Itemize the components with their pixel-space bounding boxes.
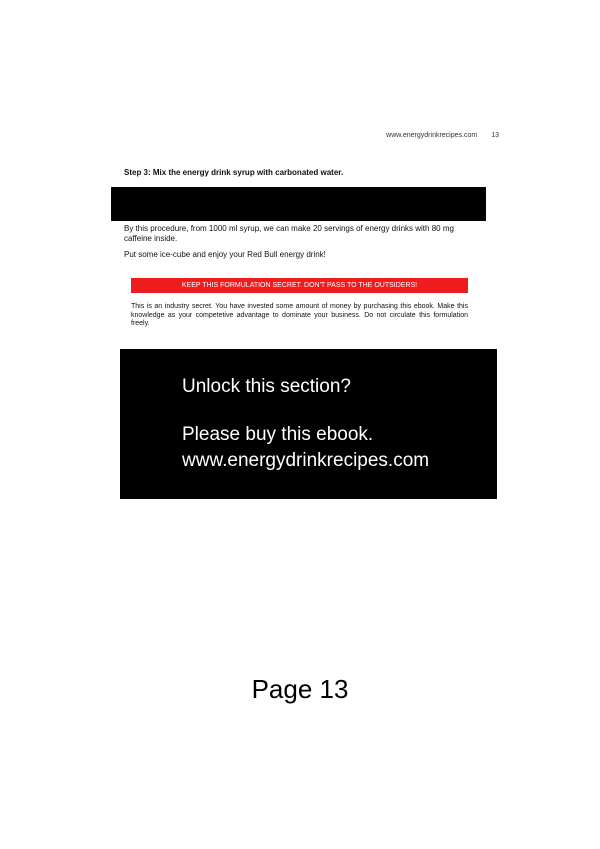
header-page-number: 13 bbox=[491, 132, 499, 139]
buy-call-to-action: Please buy this ebook. bbox=[182, 424, 374, 445]
page-header bbox=[386, 132, 499, 139]
locked-section-box[interactable] bbox=[120, 349, 497, 499]
serve-paragraph: Put some ice-cube and enjoy your Red Bull energy drink! bbox=[124, 250, 326, 259]
buy-url-link[interactable]: www.energydrinkrecipes.com bbox=[182, 450, 430, 471]
page-footer-label: Page 13 bbox=[251, 674, 349, 704]
header-site: www.energydrinkrecipes.com bbox=[386, 132, 478, 139]
redacted-band bbox=[111, 187, 486, 221]
unlock-question: Unlock this section? bbox=[182, 376, 351, 397]
step-heading: Step 3: Mix the energy drink syrup with carbonated water. bbox=[124, 168, 344, 177]
procedure-paragraph: By this procedure, from 1000 ml syrup, we can make 20 servings of energy drinks with 80 mg caffeine inside. bbox=[124, 224, 454, 243]
secret-banner: KEEP THIS FORMULATION SECRET. DON'T PASS TO THE OUTSIDERS! bbox=[131, 278, 468, 293]
secret-notice-text: This is an industry secret. You have invested some amount of money by purchasing this ebook. Make this knowledge as your competetive advantage to dominate your business. Do not circulate this formulation freely. bbox=[131, 303, 468, 327]
